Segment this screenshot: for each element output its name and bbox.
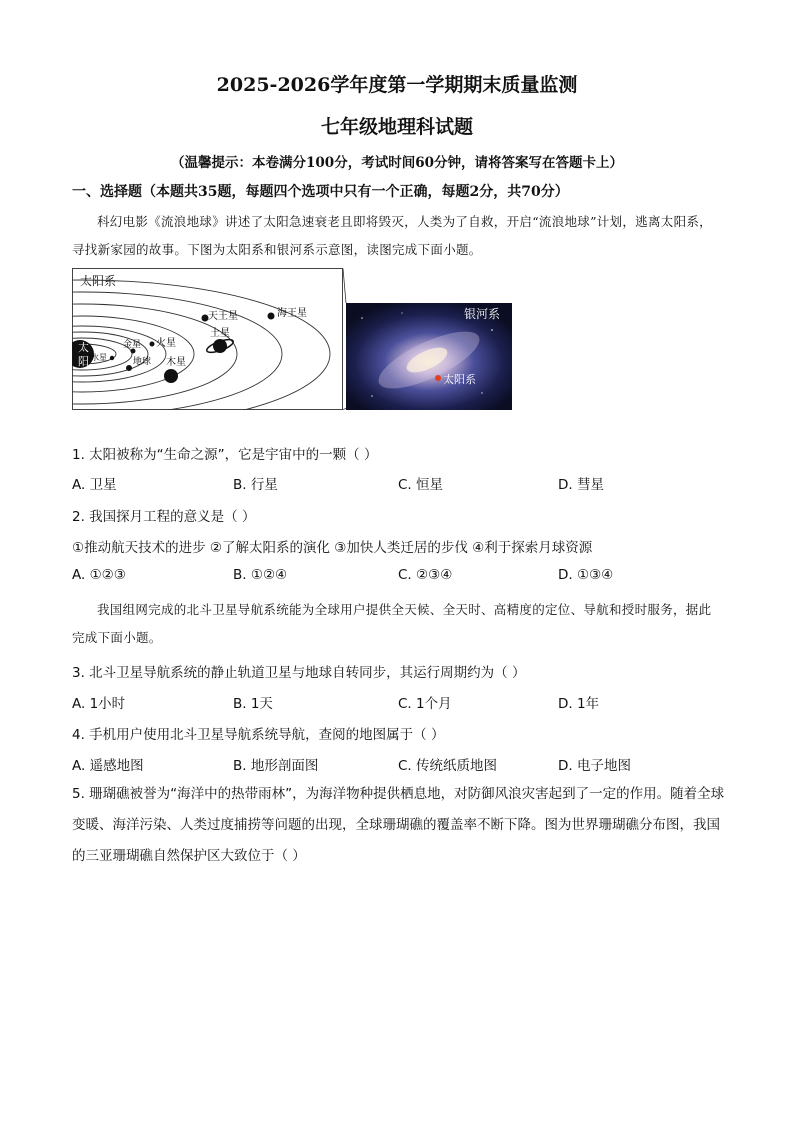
planet-mercury bbox=[110, 356, 114, 360]
label-jupiter: 木星 bbox=[166, 357, 186, 368]
planet-neptune bbox=[268, 313, 275, 320]
exam-title: 2025-2026学年度第一学期期末质量监测 bbox=[216, 74, 578, 96]
label-earth: 地球 bbox=[133, 357, 152, 367]
label-mercury: 水星 bbox=[91, 353, 107, 362]
figure-svg bbox=[72, 268, 512, 410]
galaxy-label: 银河系 bbox=[464, 307, 501, 321]
q2-option-d: D. ①③④ bbox=[558, 567, 614, 583]
solar-in-galaxy-label: 太阳系 bbox=[443, 373, 476, 386]
planet-jupiter bbox=[164, 369, 178, 383]
q4-option-a: A. 遥感地图 bbox=[72, 758, 144, 774]
label-uranus: 天王星 bbox=[208, 311, 238, 322]
q4-option-b: B. 地形剖面图 bbox=[233, 758, 319, 774]
q1-option-d: D. 彗星 bbox=[558, 477, 604, 493]
q1-option-b: B. 行星 bbox=[233, 477, 278, 493]
q3-option-b: B. 1天 bbox=[233, 696, 273, 712]
exam-subtitle: 七年级地理科试题 bbox=[320, 116, 473, 138]
solar-system-title: 太阳系 bbox=[80, 274, 117, 288]
planet-earth bbox=[126, 365, 132, 371]
label-mars: 火星 bbox=[156, 338, 176, 349]
question-4: 4. 手机用户使用北斗卫星导航系统导航，查阅的地图属于（ ） bbox=[72, 727, 445, 743]
q4-option-c: C. 传统纸质地图 bbox=[398, 758, 498, 774]
q2-option-c: C. ②③④ bbox=[398, 567, 453, 583]
q3-option-d: D. 1年 bbox=[558, 696, 600, 712]
question-3: 3. 北斗卫星导航系统的静止轨道卫星与地球自转同步，其运行周期约为（ ） bbox=[72, 665, 526, 681]
q2-option-b: B. ①②④ bbox=[233, 567, 288, 583]
passage-1: 科幻电影《流浪地球》讲述了太阳急速衰老且即将毁灭，人类为了自救，开启“流浪地球”计划，逃离太阳系，寻找新家园的故事。下图为太阳系和银河系示意图，读图完成下面小题。 bbox=[72, 214, 712, 257]
question-2: 2. 我国探月工程的意义是（ ） bbox=[72, 509, 256, 525]
question-1: 1. 太阳被称为“生命之源”，它是宇宙中的一颗（ ） bbox=[72, 447, 378, 463]
sun-position-marker bbox=[435, 375, 441, 381]
sun-label-2: 阳 bbox=[78, 355, 89, 368]
q3-option-a: A. 1小时 bbox=[72, 696, 126, 712]
label-venus: 金星 bbox=[123, 340, 142, 350]
solar-galaxy-figure bbox=[72, 268, 512, 410]
planet-mars bbox=[150, 342, 155, 347]
sun-label-1: 太 bbox=[78, 341, 89, 354]
q3-option-c: C. 1个月 bbox=[398, 696, 452, 712]
label-neptune: 海王星 bbox=[277, 308, 307, 319]
passage-2: 我国组网完成的北斗卫星导航系统能为全球用户提供全天候、全天时、高精度的定位、导航和授时服务，据此完成下面小题。 bbox=[72, 602, 712, 645]
section-heading: 一、选择题（本题共35题，每题四个选项中只有一个正确，每题2分，共70分） bbox=[72, 184, 569, 200]
q1-option-a: A. 卫星 bbox=[72, 477, 117, 493]
exam-note: （温馨提示：本卷满分100分，考试时间60分钟，请将答案写在答题卡上） bbox=[171, 155, 623, 171]
label-saturn: 土星 bbox=[210, 328, 230, 339]
q1-option-c: C. 恒星 bbox=[398, 477, 444, 493]
q4-option-d: D. 电子地图 bbox=[558, 758, 631, 774]
question-2-statements: ①推动航天技术的进步 ②了解太阳系的演化 ③加快人类迁居的步伐 ④利于探索月球资源 bbox=[72, 540, 593, 556]
question-5: 5. 珊瑚礁被誉为“海洋中的热带雨林”，为海洋物种提供栖息地，对防御风浪灾害起到了一定的作用。随着全球变暖、海洋污染、人类过度捕捞等问题的出现，全球珊瑚礁的覆盖率不断下降。图为世界珊瑚礁分布图，我国的三亚珊瑚礁自然保护区大致位于（ ） bbox=[72, 786, 725, 864]
q2-option-a: A. ①②③ bbox=[72, 567, 126, 583]
